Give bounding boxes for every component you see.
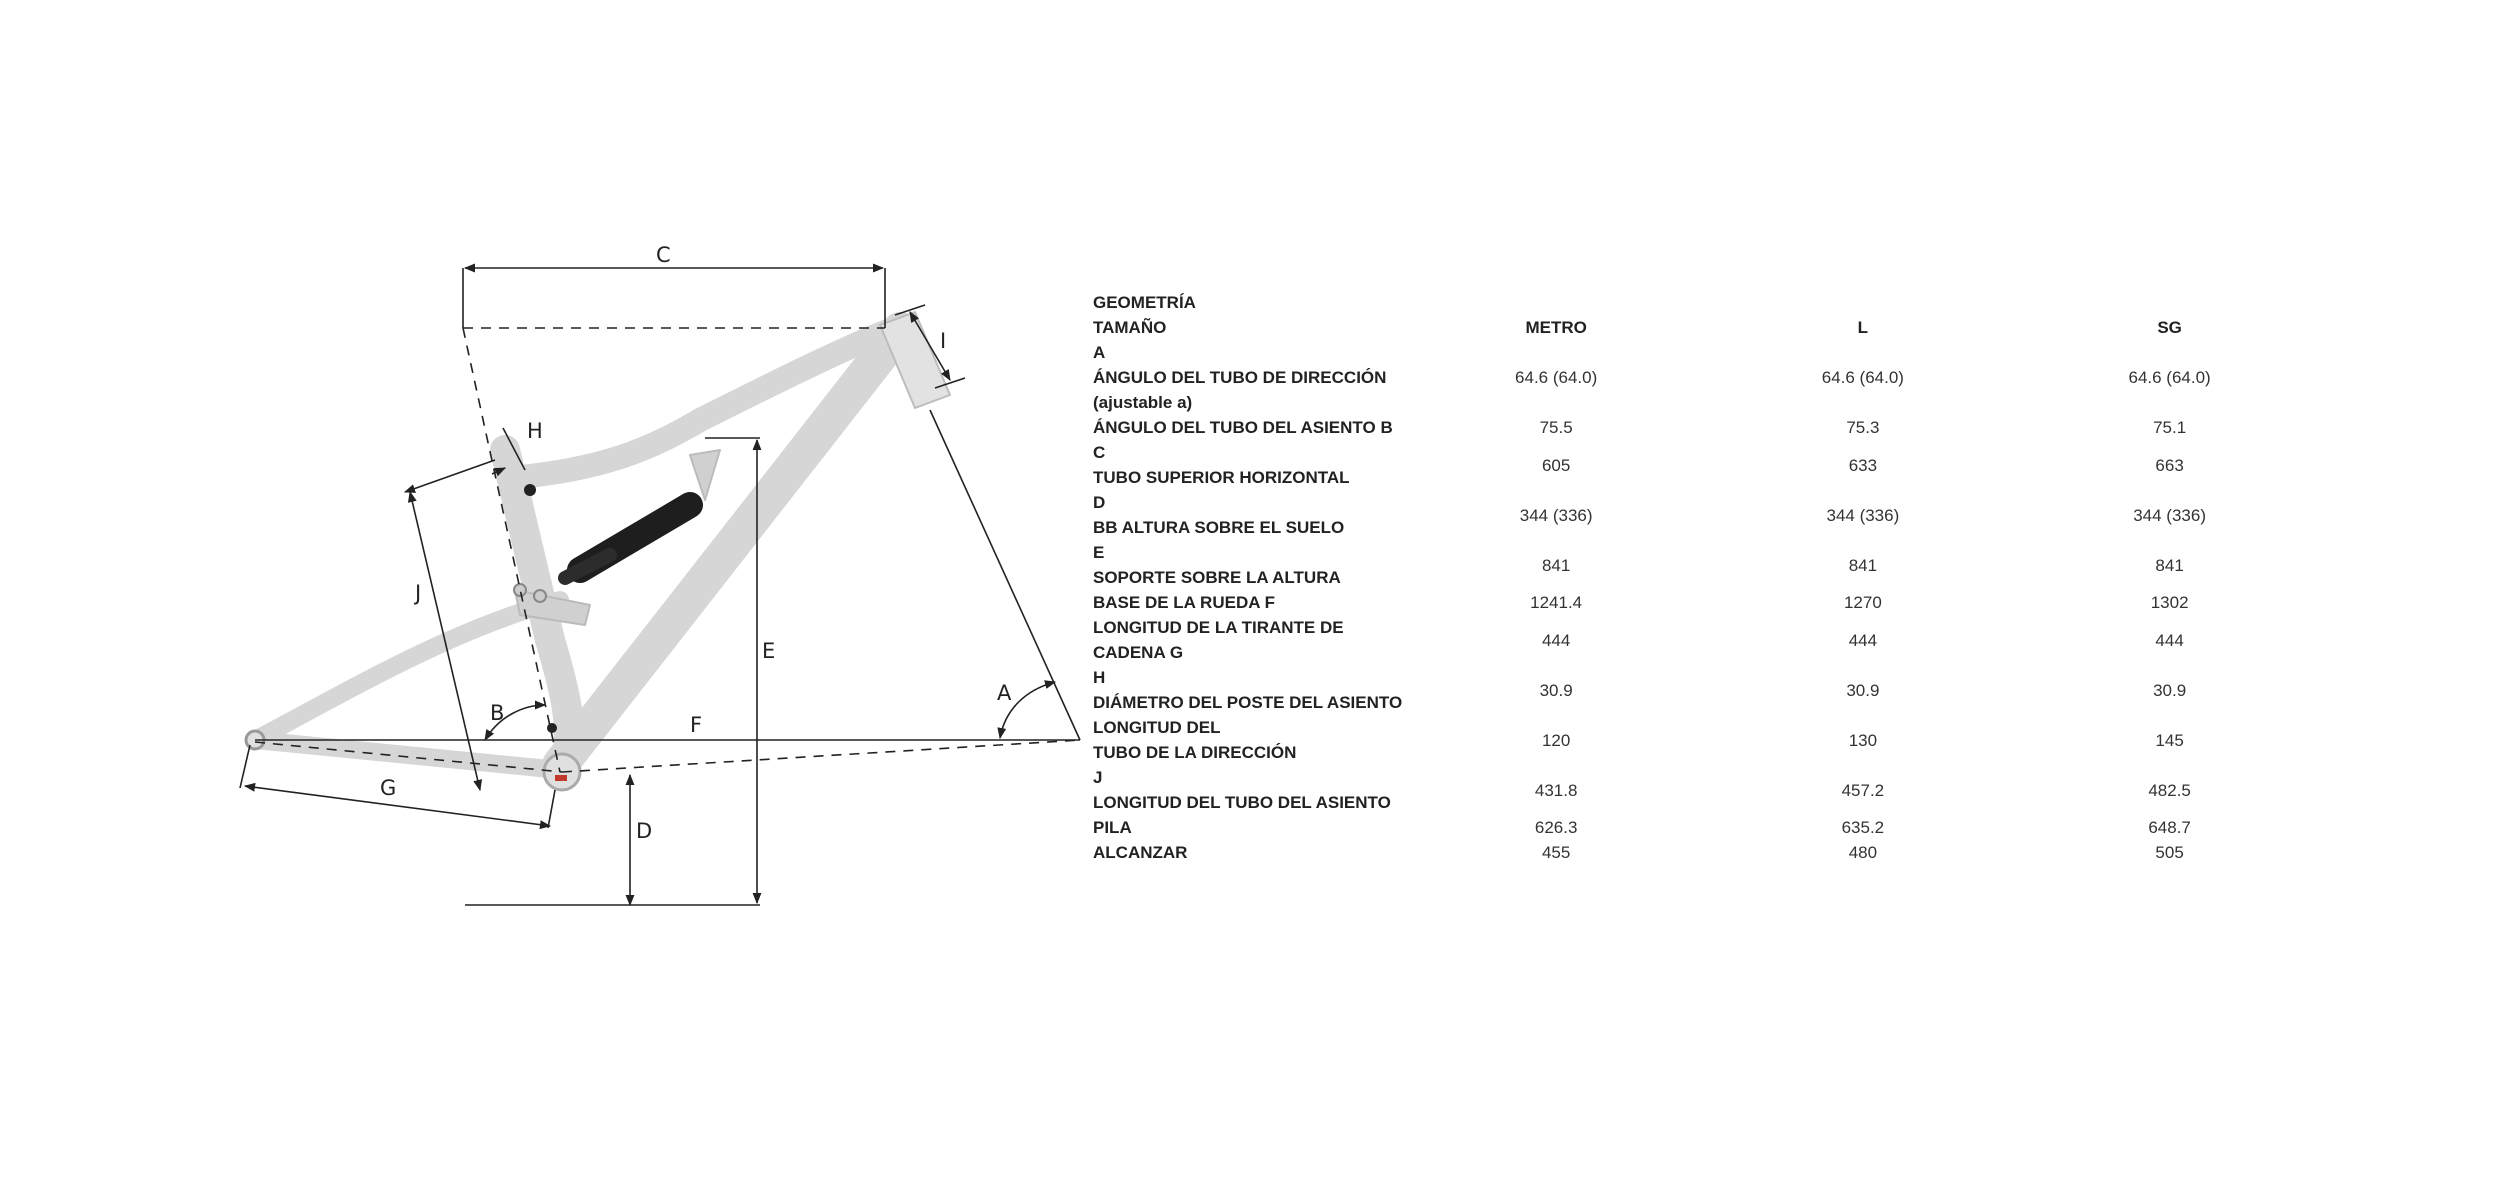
row-value: 344 (336) <box>2133 505 2206 525</box>
row-label-label2: CADENA G <box>1093 643 1184 662</box>
row-value: 1302 <box>2150 593 2189 612</box>
row-value: 841 <box>1848 555 1878 575</box>
row-value: 130 <box>1848 730 1878 750</box>
row-value: 633 <box>1848 455 1878 475</box>
row-value: 120 <box>1541 730 1571 750</box>
row-value: 64.6 (64.0) <box>1821 368 1904 387</box>
dimension-label-f: F <box>690 713 703 737</box>
row-value: 444 <box>2155 630 2184 650</box>
row-value: 64.6 (64.0) <box>2128 368 2211 387</box>
row-label-label: LONGITUD DEL <box>1093 718 1221 737</box>
row-value: 1241.4 <box>1530 593 1583 612</box>
table-title: GEOMETRÍA <box>1093 293 1196 312</box>
row-label <box>1093 490 1403 540</box>
row-label-code: H <box>1093 668 1106 687</box>
row-label-label: ÁNGULO DEL TUBO DE DIRECCIÓN <box>1093 368 1387 387</box>
row-value: 75.1 <box>2153 418 2187 437</box>
row-value: 841 <box>1541 555 1571 575</box>
row-label-label: PILA <box>1093 818 1132 837</box>
row-label-label: LONGITUD DEL TUBO DEL ASIENTO <box>1093 793 1391 812</box>
table-header-row <box>1093 315 2323 340</box>
row-value: 648.7 <box>2148 818 2191 837</box>
dimension-label-a: A <box>997 681 1012 705</box>
table-row <box>1093 815 2323 840</box>
row-label-label2: TUBO DE LA DIRECCIÓN <box>1093 743 1297 762</box>
table-row <box>1093 340 2323 415</box>
row-label-label: DIÁMETRO DEL POSTE DEL ASIENTO <box>1093 693 1403 712</box>
geometry-table <box>1093 290 2323 865</box>
dimension-lines <box>240 268 1080 905</box>
row-label-code: E <box>1093 543 1105 562</box>
dimension-label-b: B <box>490 701 505 725</box>
bike-frame-illustration <box>246 312 950 790</box>
row-label <box>1093 765 1403 815</box>
table-row <box>1093 715 2323 765</box>
dimension-label-j: J <box>415 581 422 605</box>
size-header: L <box>1857 318 1869 337</box>
table-row <box>1093 490 2323 540</box>
row-label-label: SOPORTE SOBRE LA ALTURA <box>1093 568 1341 587</box>
row-label-label: BB ALTURA SOBRE EL SUELO <box>1093 518 1345 537</box>
row-value: 480 <box>1848 843 1878 862</box>
size-header: METRO <box>1525 318 1587 337</box>
row-value: 663 <box>2155 455 2184 475</box>
dimension-label-d: D <box>636 819 653 843</box>
dimension-label-g: G <box>380 776 397 800</box>
table-row <box>1093 540 2323 590</box>
row-value: 455 <box>1541 843 1571 862</box>
row-label-label: BASE DE LA RUEDA F <box>1093 593 1275 612</box>
table-row <box>1093 840 2323 865</box>
row-value: 635.2 <box>1841 818 1885 837</box>
row-value: 482.5 <box>2148 780 2191 800</box>
row-label-code: C <box>1093 443 1106 462</box>
row-value: 344 (336) <box>1826 505 1900 525</box>
row-value: 64.6 (64.0) <box>1515 368 1598 387</box>
row-label-code: J <box>1093 768 1103 787</box>
row-label <box>1093 665 1403 715</box>
row-label <box>1093 540 1403 590</box>
row-value: 30.9 <box>1846 680 1880 700</box>
table-title-row <box>1093 290 2323 315</box>
row-label <box>1093 615 1403 665</box>
row-value: 1270 <box>1843 593 1882 612</box>
row-label <box>1093 440 1403 490</box>
dimension-label-e: E <box>762 639 776 663</box>
geometry-rows <box>1093 340 2323 865</box>
row-label-label: LONGITUD DE LA TIRANTE DE <box>1093 618 1344 637</box>
row-label <box>1093 415 1403 440</box>
table-row <box>1093 765 2323 815</box>
row-label-code: A <box>1093 343 1106 362</box>
row-label <box>1093 590 1403 615</box>
row-value: 145 <box>2155 730 2184 750</box>
row-value: 626.3 <box>1534 818 1578 837</box>
row-value: 30.9 <box>2153 680 2187 700</box>
row-label-label: ÁNGULO DEL TUBO DEL ASIENTO B <box>1093 418 1393 437</box>
dimension-label-i: I <box>940 329 947 353</box>
row-value: 605 <box>1541 455 1571 475</box>
row-value: 444 <box>1541 630 1571 650</box>
row-value: 431.8 <box>1534 780 1578 800</box>
row-label <box>1093 815 1403 840</box>
row-label <box>1093 715 1403 765</box>
row-value: 457.2 <box>1841 780 1885 800</box>
row-value: 30.9 <box>1539 680 1573 700</box>
dimension-label-c: C <box>656 243 671 267</box>
row-label-code: D <box>1093 493 1106 512</box>
frame-geometry-diagram <box>0 0 1120 1200</box>
row-label <box>1093 840 1403 865</box>
row-value: 505 <box>2155 843 2184 862</box>
row-label-label2: (ajustable a) <box>1093 393 1193 412</box>
row-value: 444 <box>1848 630 1878 650</box>
row-value: 75.3 <box>1846 418 1880 437</box>
size-label: TAMAÑO <box>1093 318 1167 337</box>
row-value: 75.5 <box>1539 418 1573 437</box>
size-header: SG <box>2157 318 2182 337</box>
table-row <box>1093 590 2323 615</box>
table-row <box>1093 415 2323 440</box>
row-value: 841 <box>2155 555 2184 575</box>
row-label-label: TUBO SUPERIOR HORIZONTAL <box>1093 468 1350 487</box>
table-row <box>1093 440 2323 490</box>
row-label-label: ALCANZAR <box>1093 843 1188 862</box>
table-row <box>1093 665 2323 715</box>
row-value: 344 (336) <box>1519 505 1593 525</box>
dimension-label-h: H <box>527 419 543 443</box>
table-row <box>1093 615 2323 665</box>
row-label <box>1093 340 1403 415</box>
